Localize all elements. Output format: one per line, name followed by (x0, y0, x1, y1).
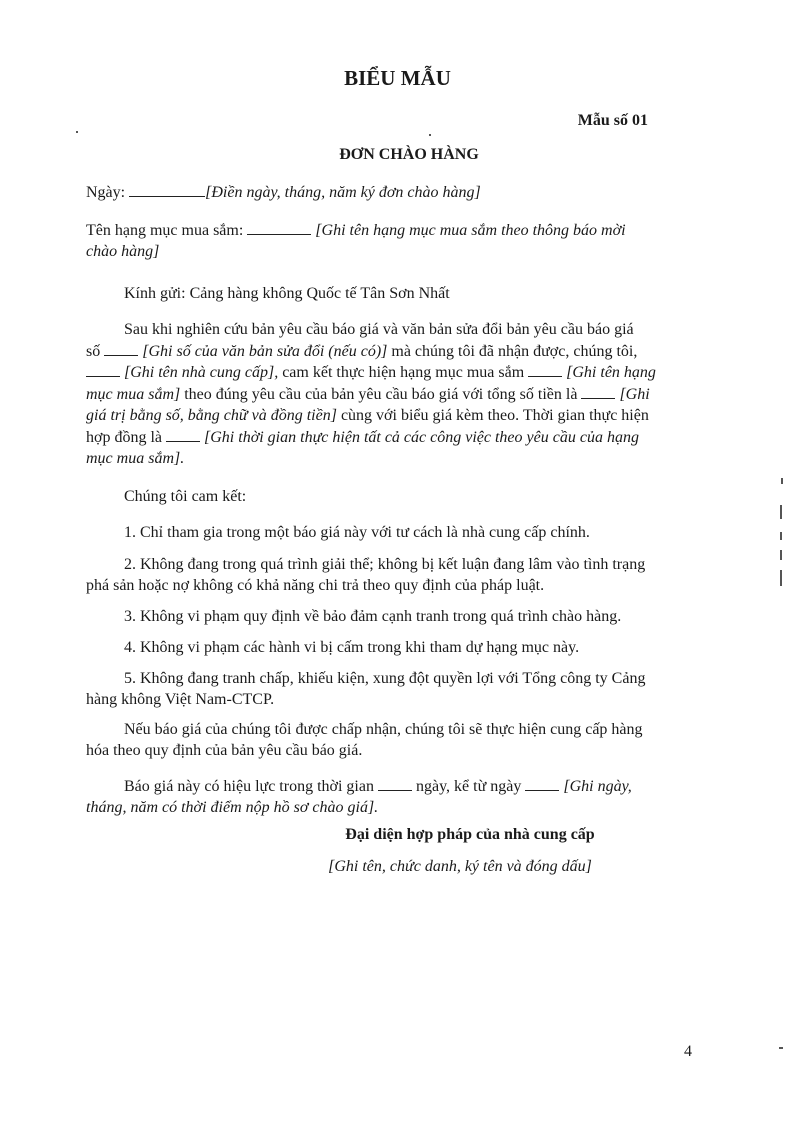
validity-hint: [Ghi ngày, (563, 778, 632, 795)
intro-text-2: số (86, 342, 101, 360)
scan-speck (779, 1047, 783, 1049)
commitment-5-line-2: hàng không Việt Nam-CTCP. (86, 691, 275, 708)
item-name-blank (528, 362, 562, 377)
amount-hint-cont: giá trị bằng số, bằng chữ và đồng tiền] (86, 407, 337, 424)
recipient: Kính gửi: Cảng hàng không Quốc tế Tân Sơn Nhất (124, 285, 450, 302)
scan-speck (780, 532, 782, 540)
item-blank (247, 220, 311, 235)
signature-title: Đại diện hợp pháp của nhà cung cấp (345, 826, 595, 843)
intro-paragraph (86, 319, 706, 470)
validity-date-blank (525, 776, 559, 791)
commitment-5-line-1: 5. Không đang tranh chấp, khiếu kiện, xung đột quyền lợi với Tổng công ty Cảng (124, 670, 646, 687)
intro-text-13: hợp đồng là (86, 428, 163, 446)
scan-speck (781, 478, 783, 484)
item-name-hint: [Ghi tên hạng (566, 364, 656, 381)
amendment-number-blank (104, 341, 138, 356)
item-label: Tên hạng mục mua sắm: (86, 222, 244, 239)
contract-duration-blank (166, 427, 200, 442)
validity-days-blank (378, 776, 412, 791)
item-line (86, 220, 706, 262)
acceptance-paragraph (86, 719, 706, 761)
scan-speck (780, 570, 782, 586)
commitment-5 (86, 668, 706, 710)
date-hint: [Điền ngày, tháng, năm ký đơn chào hàng] (205, 184, 481, 201)
duration-hint: [Ghi thời gian thực hiện tất cả các công việc theo yêu cầu của hạng (204, 428, 639, 446)
form-number: Mẫu số 01 (577, 112, 648, 129)
date-line (86, 182, 481, 203)
scan-speck (429, 134, 431, 136)
amendment-hint: [Ghi số của văn bản sửa đổi (nếu có)] (142, 342, 388, 360)
commitment-2 (86, 554, 706, 596)
commitment-2-line-2: phá sản hoặc nợ không có khả năng chi trả theo quy định của pháp luật. (86, 577, 545, 594)
supplier-hint: [Ghi tên nhà cung cấp], (124, 364, 279, 381)
validity-hint-cont: tháng, năm có thời điểm nộp hồ sơ chào giá]. (86, 799, 379, 816)
commitment-1: 1. Chỉ tham gia trong một báo giá này với tư cách là nhà cung cấp chính. (124, 524, 590, 541)
intro-text-12: cùng với biểu giá kèm theo. Thời gian thực hiện (340, 407, 649, 424)
document-subtitle: ĐƠN CHÀO HÀNG (339, 146, 479, 163)
intro-text-4: mà chúng tôi đã nhận được, chúng tôi, (391, 342, 638, 360)
duration-hint-cont: mục mua sắm]. (86, 450, 185, 467)
acceptance-line-2: hóa theo quy định của bản yêu cầu báo giá. (86, 742, 363, 759)
validity-text-2: ngày, kể từ ngày (415, 778, 522, 795)
validity-paragraph (86, 776, 706, 818)
commitment-3: 3. Không vi phạm quy định về bảo đảm cạnh tranh trong quá trình chào hàng. (124, 608, 622, 625)
acceptance-line-1: Nếu báo giá của chúng tôi được chấp nhận, chúng tôi sẽ thực hiện cung cấp hàng (124, 721, 643, 738)
page-number: 4 (684, 1043, 692, 1060)
scan-speck (780, 550, 782, 560)
date-blank (129, 182, 205, 197)
total-amount-blank (581, 384, 615, 399)
supplier-name-blank (86, 362, 120, 377)
document-title: BIỂU MẪU (344, 66, 451, 90)
commitment-2-line-1: 2. Không đang trong quá trình giải thể; không bị kết luận đang lâm vào tình trạng (124, 556, 646, 573)
scan-speck (780, 505, 782, 519)
date-label: Ngày: (86, 184, 126, 201)
item-name-hint-cont: mục mua sắm] (86, 385, 181, 403)
commitments-heading: Chúng tôi cam kết: (124, 488, 247, 505)
commitment-4: 4. Không vi phạm các hành vi bị cấm trong khi tham dự hạng mục này. (124, 639, 580, 656)
item-hint: [Ghi tên hạng mục mua sắm theo thông báo mời (315, 222, 626, 239)
amount-hint: [Ghi (619, 385, 650, 403)
scan-speck (76, 131, 78, 133)
intro-text-9: theo đúng yêu cầu của bản yêu cầu báo giá với tổng số tiền là (184, 385, 578, 403)
intro-text-1: Sau khi nghiên cứu bản yêu cầu báo giá và văn bản sửa đổi bản yêu cầu báo giá (124, 321, 634, 338)
intro-text-6: cam kết thực hiện hạng mục mua sắm (282, 364, 525, 381)
validity-text-1: Báo giá này có hiệu lực trong thời gian (124, 778, 374, 795)
signature-note: [Ghi tên, chức danh, ký tên và đóng dấu] (328, 858, 592, 875)
item-hint-cont: chào hàng] (86, 243, 160, 260)
